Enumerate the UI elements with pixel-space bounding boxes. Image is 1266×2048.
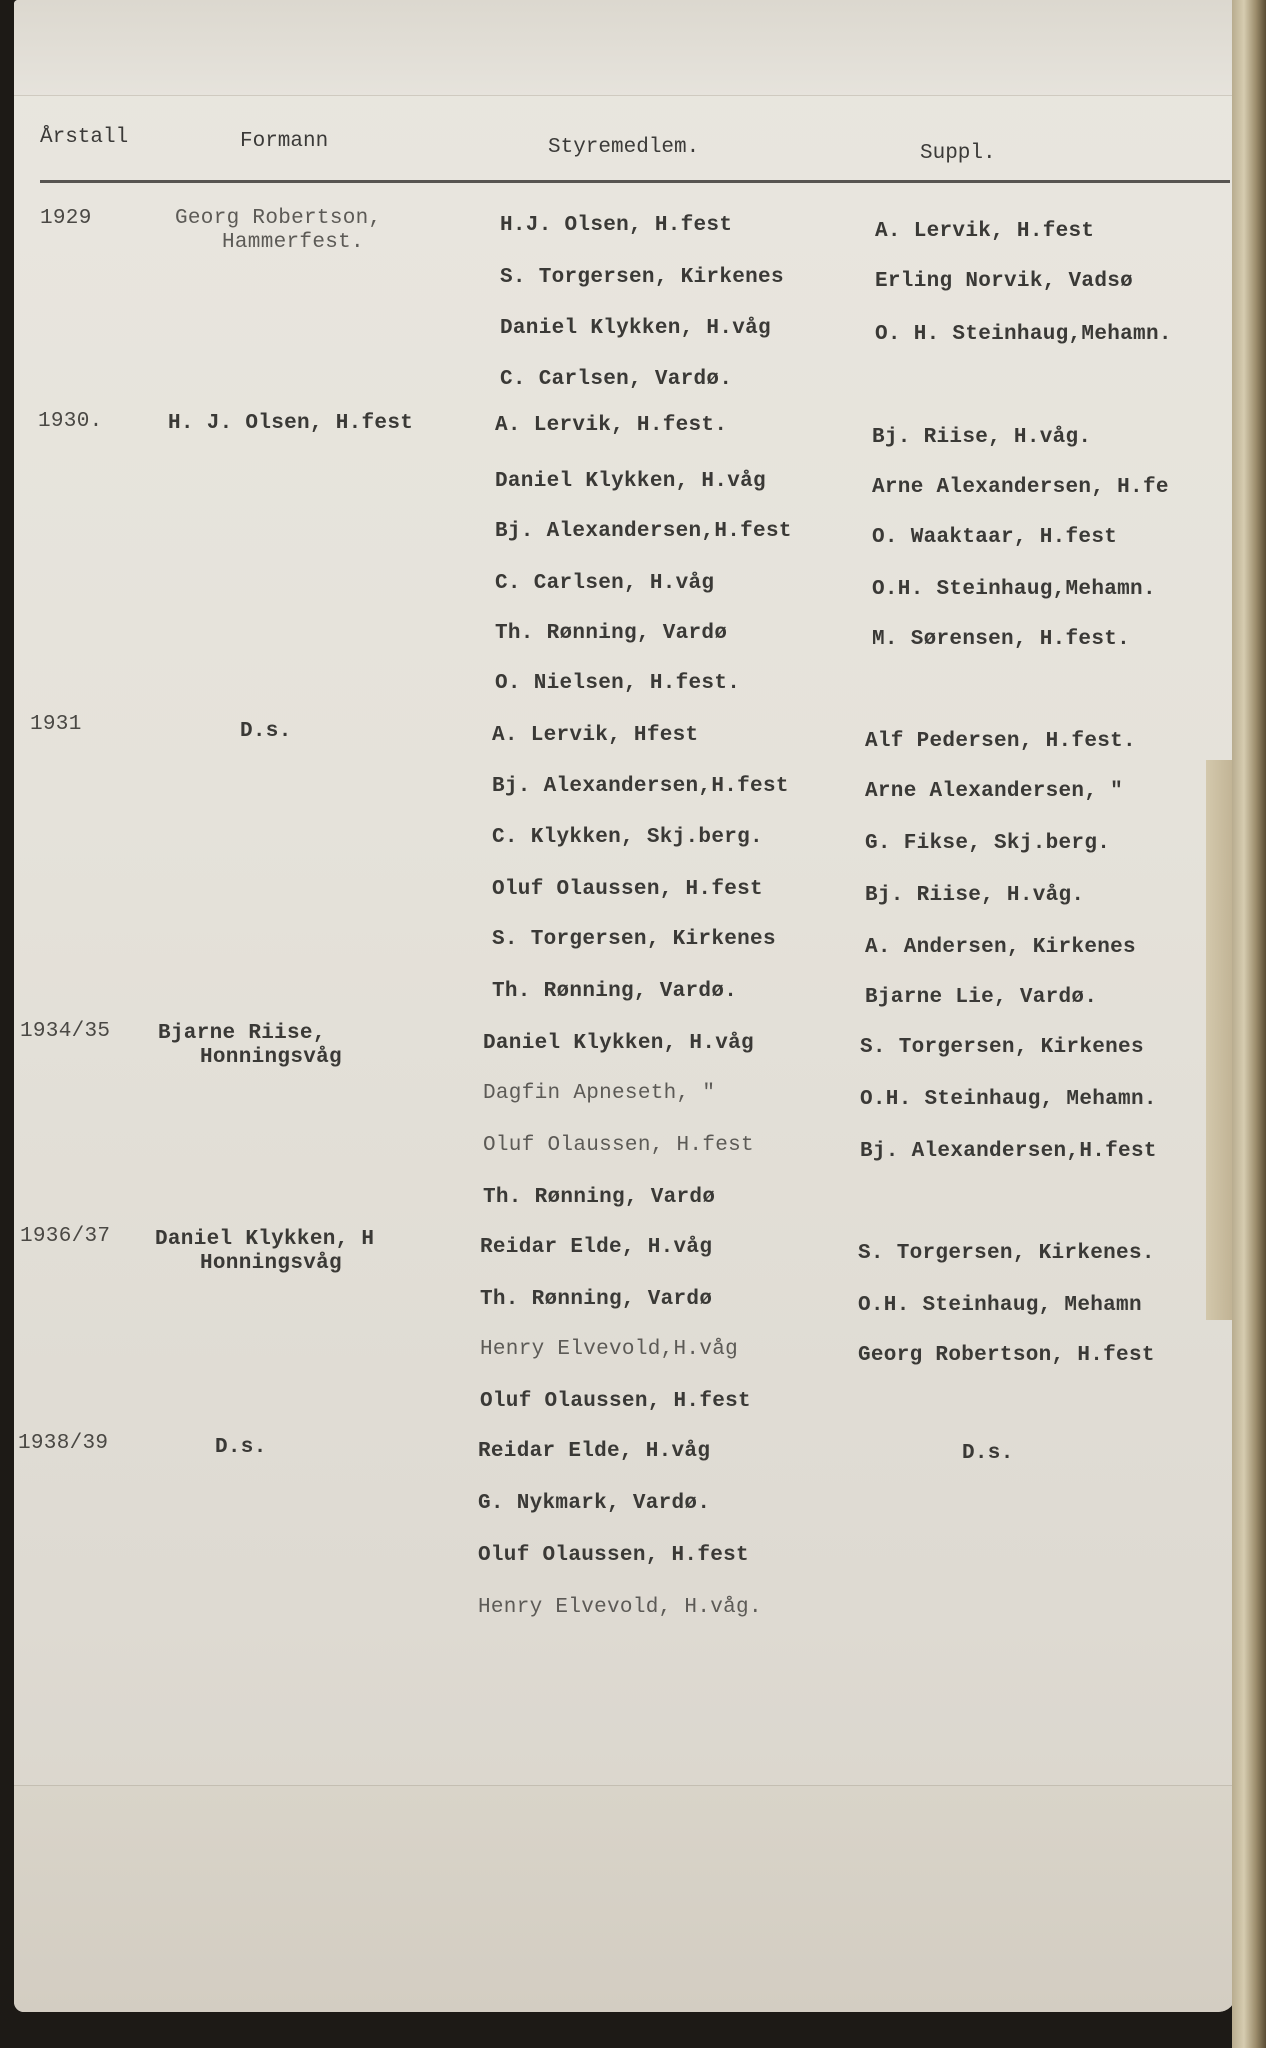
year-cell: 1930. [38,410,103,433]
board-cell: Bj. Alexandersen,H.fest [492,775,789,798]
year-cell: 1934/35 [20,1020,111,1043]
deputy-cell: M. Sørensen, H.fest. [872,628,1131,651]
deputy-cell: Bjarne Lie, Vardø. [865,986,1098,1009]
page-bottom-fold [14,1785,1236,2012]
deputy-cell: Alf Pedersen, H.fest. [865,730,1136,753]
board-cell: Daniel Klykken, H.våg [483,1032,754,1055]
deputy-cell: O. Waaktaar, H.fest [872,526,1118,549]
chair-cell: D.s. [240,720,292,743]
year-cell: 1938/39 [18,1432,109,1455]
deputy-cell: Georg Robertson, H.fest [858,1344,1155,1367]
board-cell: Oluf Olaussen, H.fest [492,878,763,901]
board-cell: Reidar Elde, H.våg [480,1236,713,1259]
deputy-cell: O.H. Steinhaug, Mehamn. [860,1088,1157,1111]
board-cell: C. Carlsen, Vardø. [500,368,733,391]
chair-cell: Georg Robertson, [175,207,382,230]
board-cell: Th. Rønning, Vardø [483,1186,716,1209]
chair-cell: Bjarne Riise, [158,1022,326,1045]
deputy-cell: A. Andersen, Kirkenes [865,936,1136,959]
deputy-cell: G. Fikse, Skj.berg. [865,832,1111,855]
deputy-cell: Erling Norvik, Vadsø [875,270,1134,293]
header-rule [40,180,1230,183]
board-cell: Daniel Klykken, H.våg [500,317,771,340]
book-binding [1232,0,1266,2048]
board-cell: Oluf Olaussen, H.fest [480,1390,751,1413]
chair-cell: Daniel Klykken, H [155,1228,375,1251]
board-cell: Reidar Elde, H.våg [478,1440,711,1463]
deputy-cell: Bj. Alexandersen,H.fest [860,1140,1157,1163]
board-cell: Bj. Alexandersen,H.fest [495,520,792,543]
board-cell: Daniel Klykken, H.våg [495,470,766,493]
board-cell: C. Klykken, Skj.berg. [492,826,763,849]
board-cell: A. Lervik, Hfest [492,724,699,747]
board-cell: S. Torgersen, Kirkenes [500,266,784,289]
header-chair: Formann [240,130,329,153]
chair-cell: Hammerfest. [222,231,364,254]
deputy-cell: Bj. Riise, H.våg. [865,884,1085,907]
deputy-cell: Arne Alexandersen, H.fe [872,476,1169,499]
deputy-cell: D.s. [962,1442,1014,1465]
board-cell: H.J. Olsen, H.fest [500,214,733,237]
deputy-cell: O.H. Steinhaug, Mehamn [858,1294,1142,1317]
board-cell: Henry Elvevold,H.våg [480,1338,739,1361]
board-cell: G. Nykmark, Vardø. [478,1492,711,1515]
board-cell: Henry Elvevold, H.våg. [478,1596,762,1619]
deputy-cell: Bj. Riise, H.våg. [872,426,1092,449]
board-cell: S. Torgersen, Kirkenes [492,928,776,951]
year-cell: 1936/37 [20,1225,111,1248]
chair-cell: Honningsvåg [200,1046,342,1069]
board-cell: Oluf Olaussen, H.fest [478,1544,749,1567]
deputy-cell: Arne Alexandersen, " [865,780,1124,803]
board-cell: Th. Rønning, Vardø [495,622,728,645]
page-top-fold [14,0,1236,96]
deputy-cell: S. Torgersen, Kirkenes. [858,1242,1155,1265]
board-cell: Th. Rønning, Vardø. [492,980,738,1003]
board-cell: C. Carlsen, H.våg [495,572,715,595]
header-board: Styremedlem. [548,136,700,159]
deputy-cell: O.H. Steinhaug,Mehamn. [872,578,1156,601]
chair-cell: Honningsvåg [200,1252,342,1275]
board-cell: Th. Rønning, Vardø [480,1288,713,1311]
board-cell: A. Lervik, H.fest. [495,414,728,437]
year-cell: 1931 [30,713,82,736]
board-cell: O. Nielsen, H.fest. [495,672,741,695]
header-deputy: Suppl. [920,142,996,165]
chair-cell: D.s. [215,1436,267,1459]
board-cell: Oluf Olaussen, H.fest [483,1134,754,1157]
deputy-cell: A. Lervik, H.fest [875,220,1095,243]
deputy-cell: O. H. Steinhaug,Mehamn. [875,323,1172,346]
deputy-cell: S. Torgersen, Kirkenes [860,1036,1144,1059]
year-cell: 1929 [40,207,92,230]
binding-tape [1206,760,1232,1320]
board-cell: Dagfin Apneseth, " [483,1082,716,1105]
chair-cell: H. J. Olsen, H.fest [168,412,414,435]
header-year: Årstall [40,126,129,149]
